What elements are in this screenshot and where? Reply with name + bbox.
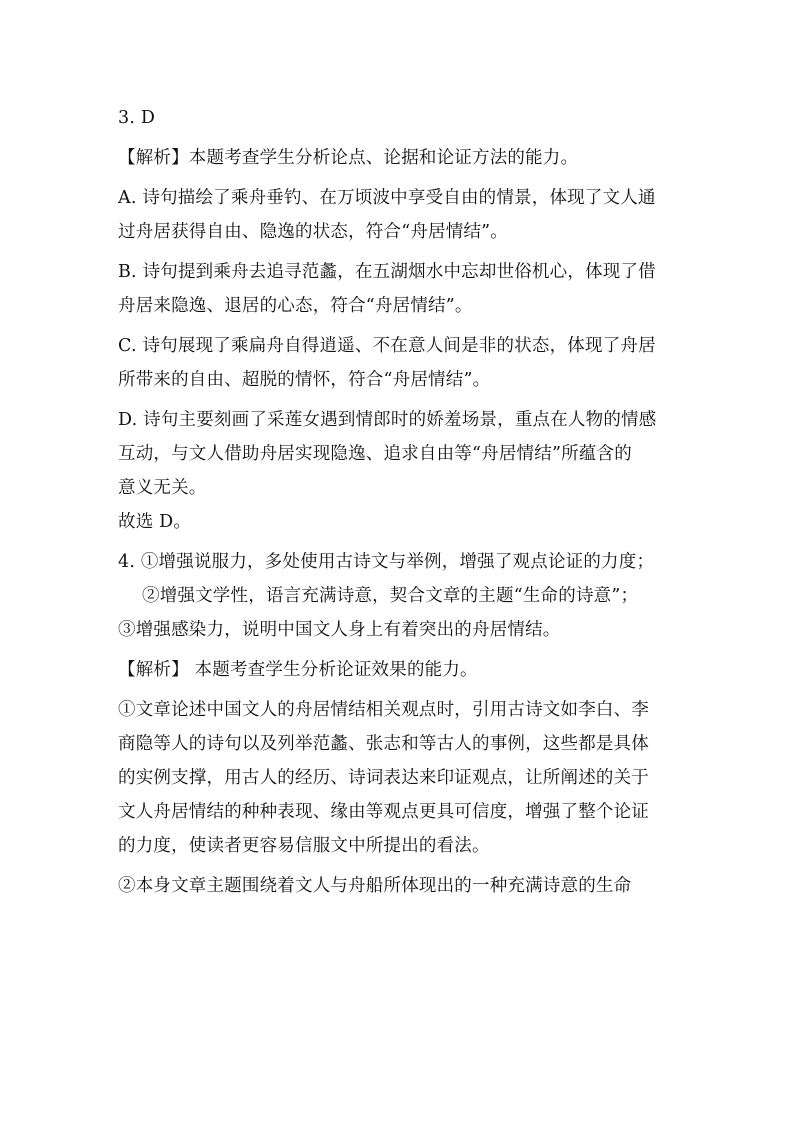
option-a-line-2: 过舟居获得自由、隐逸的状态，符合“舟居情结”。 (118, 222, 508, 242)
answer-4-point-3: ③增强感染力，说明中国文人身上有着突出的舟居情结。 (118, 620, 561, 640)
analysis-4-para-2-line-1: ②本身文章主题围绕着文人与舟船所体现出的一种充满诗意的生命 (118, 876, 632, 896)
option-c-line-1: C. 诗句展现了乘扁舟自得逍遥、不在意人间是非的状态，体现了舟居 (118, 336, 656, 356)
option-d-line-1: D. 诗句主要刻画了采莲女遇到情郎时的娇羞场景，重点在人物的情感 (118, 410, 657, 430)
answer-number-4-point-1: 4. ①增强说服力，多处使用古诗文与举例，增强了观点论证的力度； (118, 552, 655, 572)
analysis-heading-q3: 【解析】本题考查学生分析论点、论据和论证方法的能力。 (118, 148, 579, 168)
option-a-line-1: A. 诗句描绘了乘舟垂钓、在万顷波中享受自由的情景，体现了文人通 (118, 188, 656, 208)
conclusion-q3: 故选 D。 (118, 512, 192, 532)
answer-4-point-2: ②增强文学性，语言充满诗意，契合文章的主题“生命的诗意”； (142, 586, 639, 606)
analysis-4-para-1-line-5: 的力度，使读者更容易信服文中所提出的看法。 (118, 836, 490, 856)
analysis-4-para-1-line-3: 的实例支撑，用古人的经历、诗词表达来印证观点，让所阐述的关于 (118, 768, 649, 788)
analysis-4-para-1-line-4: 文人舟居情结的种种表现、缘由等观点更具可信度，增强了整个论证 (118, 802, 649, 822)
answer-number-3: 3. D (118, 108, 156, 128)
analysis-heading-q4: 【解析】 本题考查学生分析论证效果的能力。 (118, 660, 478, 680)
option-b-line-2: 舟居来隐逸、退居的心态，符合“舟居情结”。 (118, 296, 473, 316)
option-d-line-3: 意义无关。 (118, 478, 207, 498)
option-c-line-2: 所带来的自由、超脱的情怀，符合“舟居情结”。 (118, 370, 491, 390)
analysis-4-para-1-line-2: 商隐等人的诗句以及列举范蠡、张志和等古人的事例，这些都是具体 (118, 734, 649, 754)
answer-text-body (118, 101, 678, 903)
option-d-line-2: 互动，与文人借助舟居实现隐逸、追求自由等“舟居情结”所蕴含的 (118, 444, 632, 464)
option-b-line-1: B. 诗句提到乘舟去追寻范蠡，在五湖烟水中忘却世俗机心，体现了借 (118, 262, 656, 282)
analysis-4-para-1-line-1: ①文章论述中国文人的舟居情结相关观点时，引用古诗文如李白、李 (118, 700, 649, 720)
